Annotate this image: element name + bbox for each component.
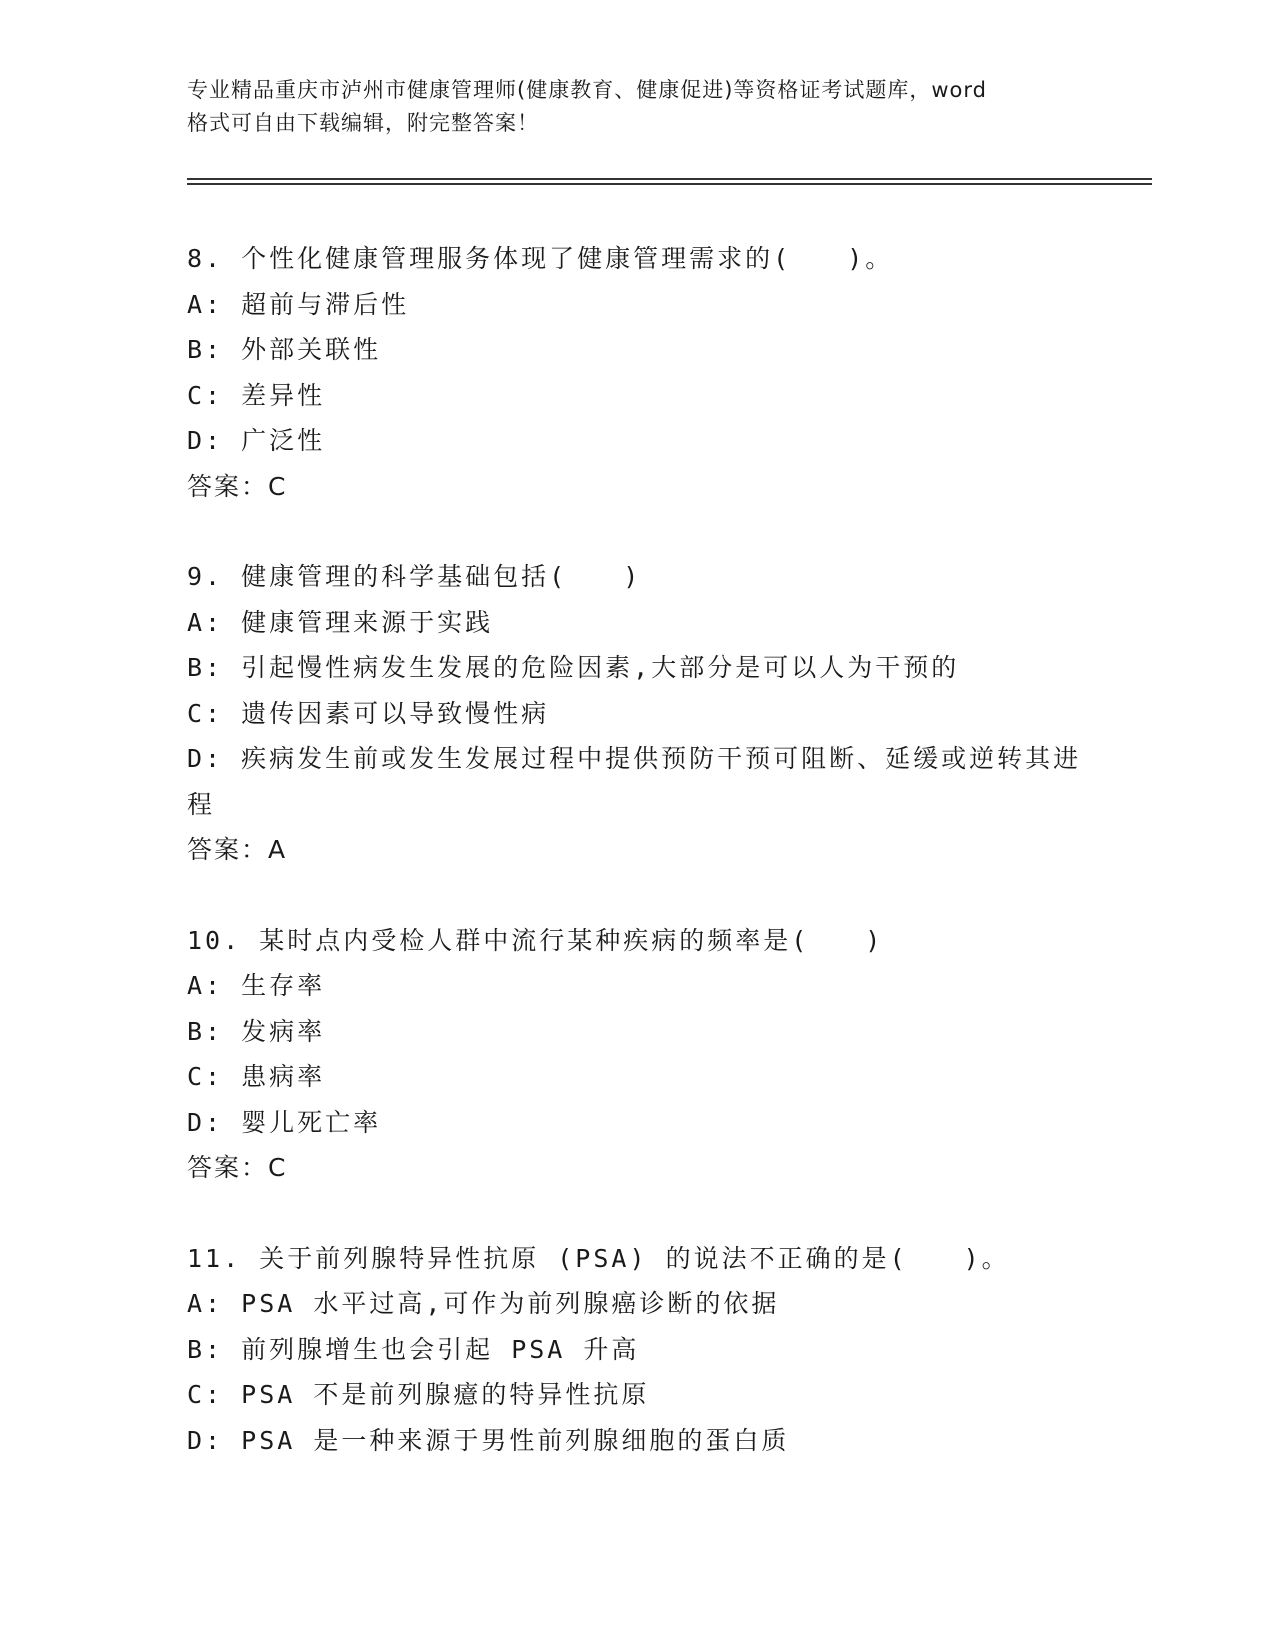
option-c: C: PSA 不是前列腺癔的特异性抗原 (187, 1380, 650, 1409)
question-stem: 11. 关于前列腺特异性抗原 (PSA) 的说法不正确的是( )。 (187, 1243, 1010, 1273)
question-stem: 8. 个性化健康管理服务体现了健康管理需求的( )。 (187, 244, 894, 273)
option-c: C: 差异性 (187, 380, 326, 410)
header-line-1: 专业精品重庆市泸州市健康管理师(健康教育、健康促进)等资格证考试题库，word (187, 78, 988, 102)
option-d: D: 疾病发生前或发生发展过程中提供预防干预可阻断、延缓或逆转其进程 (187, 744, 1082, 819)
option-b: B: 前列腺增生也会引起 PSA 升高 (187, 1334, 640, 1364)
option-b: B: 引起慢性病发生发展的危险因素,大部分是可以人为干预的 (187, 653, 960, 682)
question-stem: 9. 健康管理的科学基础包括( ) (187, 562, 642, 591)
option-d: D: 婴儿死亡率 (187, 1107, 382, 1137)
option-b: B: 发病率 (187, 1016, 326, 1046)
option-c: C: 遗传因素可以导致慢性病 (187, 698, 550, 728)
question-10 (187, 918, 1087, 1191)
option-a: A: 生存率 (187, 971, 326, 1000)
question-list (187, 236, 1087, 1508)
answer-text: 答案：C (187, 471, 288, 501)
option-d: D: 广泛性 (187, 426, 326, 455)
option-d: D: PSA 是一种来源于男性前列腺细胞的蛋白质 (187, 1425, 790, 1455)
question-9 (187, 554, 1087, 873)
answer-text: 答案：C (187, 1153, 288, 1182)
question-8 (187, 236, 1087, 509)
option-a: A: 超前与滞后性 (187, 289, 410, 319)
header-line-2: 格式可自由下载编辑，附完整答案！ (187, 111, 539, 135)
option-a: A: PSA 水平过高,可作为前列腺癌诊断的依据 (187, 1289, 780, 1318)
header-divider-top (187, 178, 1152, 180)
option-a: A: 健康管理来源于实践 (187, 607, 494, 637)
header-divider-bottom (187, 183, 1152, 185)
question-11 (187, 1236, 1087, 1464)
document-header (187, 74, 1087, 140)
answer-text: 答案：A (187, 835, 288, 864)
question-stem: 10. 某时点内受检人群中流行某种疾病的频率是( ) (187, 925, 884, 955)
option-b: B: 外部关联性 (187, 335, 382, 364)
option-c: C: 患病率 (187, 1062, 326, 1091)
